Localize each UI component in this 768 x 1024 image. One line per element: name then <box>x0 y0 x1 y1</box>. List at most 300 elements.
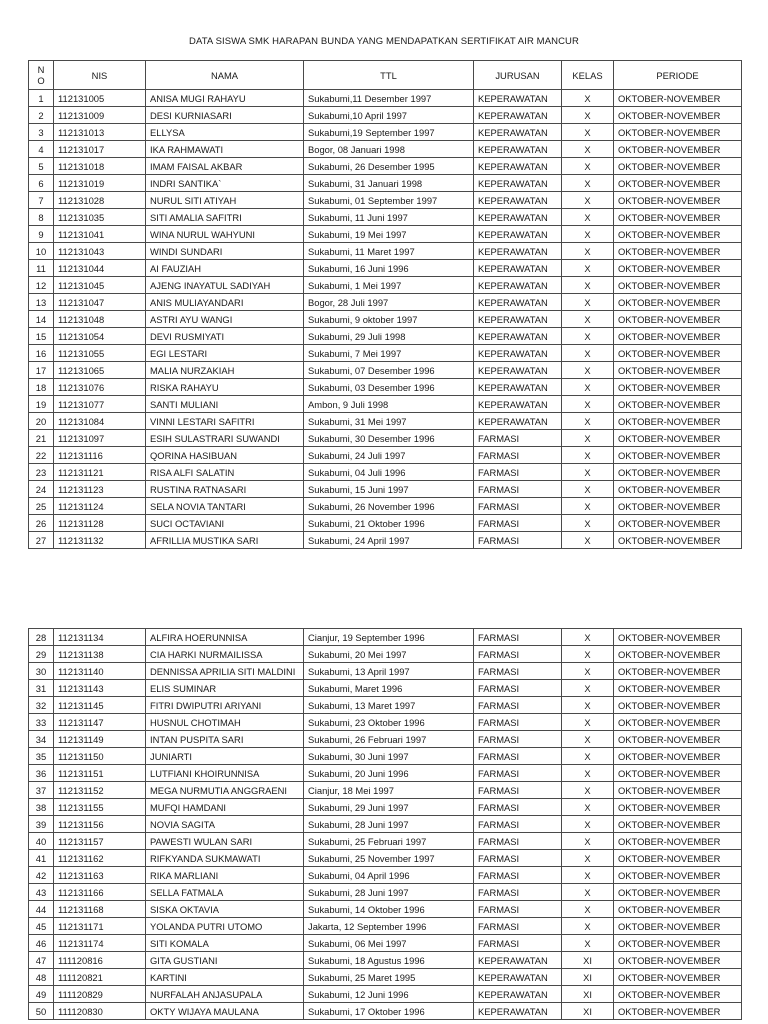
cell-ttl: Sukabumi,11 Desember 1997 <box>304 90 474 107</box>
cell-kelas: X <box>562 277 614 294</box>
cell-nis: 112131076 <box>54 379 146 396</box>
cell-ttl: Sukabumi, 31 Januari 1998 <box>304 175 474 192</box>
cell-no: 49 <box>29 986 54 1003</box>
cell-nama: INTAN PUSPITA SARI <box>146 731 304 748</box>
cell-nis: 112131155 <box>54 799 146 816</box>
cell-kelas: X <box>562 379 614 396</box>
table-row <box>29 799 742 816</box>
table-row <box>29 311 742 328</box>
cell-kelas: X <box>562 697 614 714</box>
cell-periode: OKTOBER-NOVEMBER <box>614 1003 742 1020</box>
header-nis: NIS <box>54 61 146 90</box>
cell-nis: 112131116 <box>54 447 146 464</box>
cell-ttl: Sukabumi, 07 Desember 1996 <box>304 362 474 379</box>
cell-no: 43 <box>29 884 54 901</box>
cell-nama: NURUL SITI ATIYAH <box>146 192 304 209</box>
cell-periode: OKTOBER-NOVEMBER <box>614 328 742 345</box>
cell-jurusan: KEPERAWATAN <box>474 209 562 226</box>
cell-ttl: Sukabumi, 18 Agustus 1996 <box>304 952 474 969</box>
cell-nama: DENNISSA APRILIA SITI MALDINI <box>146 663 304 680</box>
cell-kelas: X <box>562 515 614 532</box>
cell-nis: 112131168 <box>54 901 146 918</box>
cell-ttl: Sukabumi, 15 Juni 1997 <box>304 481 474 498</box>
cell-jurusan: KEPERAWATAN <box>474 345 562 362</box>
cell-nis: 112131149 <box>54 731 146 748</box>
cell-jurusan: KEPERAWATAN <box>474 226 562 243</box>
cell-ttl: Sukabumi, 20 Juni 1996 <box>304 765 474 782</box>
table-row <box>29 952 742 969</box>
header-ttl: TTL <box>304 61 474 90</box>
cell-ttl: Sukabumi,10 April 1997 <box>304 107 474 124</box>
cell-ttl: Sukabumi, 17 Oktober 1996 <box>304 1003 474 1020</box>
cell-ttl: Sukabumi, 13 Maret 1997 <box>304 697 474 714</box>
cell-periode: OKTOBER-NOVEMBER <box>614 243 742 260</box>
cell-nis: 112131174 <box>54 935 146 952</box>
table-row <box>29 680 742 697</box>
cell-no: 47 <box>29 952 54 969</box>
cell-nis: 111120821 <box>54 969 146 986</box>
cell-nama: ELLYSA <box>146 124 304 141</box>
cell-jurusan: KEPERAWATAN <box>474 413 562 430</box>
cell-nis: 112131084 <box>54 413 146 430</box>
cell-nama: IKA RAHMAWATI <box>146 141 304 158</box>
cell-nis: 112131047 <box>54 294 146 311</box>
cell-nis: 112131077 <box>54 396 146 413</box>
cell-jurusan: KEPERAWATAN <box>474 192 562 209</box>
cell-jurusan: KEPERAWATAN <box>474 396 562 413</box>
cell-nama: ASTRI AYU WANGI <box>146 311 304 328</box>
cell-kelas: X <box>562 192 614 209</box>
table-row <box>29 362 742 379</box>
cell-nis: 112131044 <box>54 260 146 277</box>
cell-no: 26 <box>29 515 54 532</box>
cell-jurusan: KEPERAWATAN <box>474 1003 562 1020</box>
table-row <box>29 731 742 748</box>
cell-jurusan: KEPERAWATAN <box>474 260 562 277</box>
cell-nis: 112131041 <box>54 226 146 243</box>
cell-kelas: X <box>562 141 614 158</box>
table-row <box>29 884 742 901</box>
cell-periode: OKTOBER-NOVEMBER <box>614 731 742 748</box>
cell-kelas: X <box>562 243 614 260</box>
cell-kelas: X <box>562 396 614 413</box>
cell-ttl: Sukabumi, 30 Desember 1996 <box>304 430 474 447</box>
cell-no: 41 <box>29 850 54 867</box>
cell-kelas: X <box>562 629 614 646</box>
cell-nama: ANISA MUGI RAHAYU <box>146 90 304 107</box>
cell-nama: KARTINI <box>146 969 304 986</box>
table-body-page-2 <box>29 629 742 1020</box>
cell-ttl: Sukabumi, 01 September 1997 <box>304 192 474 209</box>
cell-ttl: Sukabumi, 11 Juni 1997 <box>304 209 474 226</box>
cell-jurusan: KEPERAWATAN <box>474 90 562 107</box>
cell-jurusan: FARMASI <box>474 765 562 782</box>
cell-ttl: Sukabumi, 14 Oktober 1996 <box>304 901 474 918</box>
cell-ttl: Sukabumi, 12 Juni 1996 <box>304 986 474 1003</box>
cell-nama: SUCI OCTAVIANI <box>146 515 304 532</box>
cell-kelas: X <box>562 884 614 901</box>
header-no <box>29 61 54 90</box>
cell-ttl: Sukabumi, 1 Mei 1997 <box>304 277 474 294</box>
table-row <box>29 867 742 884</box>
cell-no: 10 <box>29 243 54 260</box>
cell-no: 38 <box>29 799 54 816</box>
cell-kelas: X <box>562 209 614 226</box>
cell-periode: OKTOBER-NOVEMBER <box>614 175 742 192</box>
cell-nama: AFRILLIA MUSTIKA SARI <box>146 532 304 549</box>
cell-jurusan: KEPERAWATAN <box>474 175 562 192</box>
cell-nama: SELLA FATMALA <box>146 884 304 901</box>
cell-periode: OKTOBER-NOVEMBER <box>614 714 742 731</box>
cell-nis: 112131013 <box>54 124 146 141</box>
cell-ttl: Bogor, 28 Juli 1997 <box>304 294 474 311</box>
cell-nis: 112131045 <box>54 277 146 294</box>
cell-jurusan: KEPERAWATAN <box>474 986 562 1003</box>
cell-nis: 112131140 <box>54 663 146 680</box>
cell-nama: DESI KURNIASARI <box>146 107 304 124</box>
cell-kelas: X <box>562 850 614 867</box>
cell-periode: OKTOBER-NOVEMBER <box>614 884 742 901</box>
cell-kelas: X <box>562 260 614 277</box>
table-row <box>29 141 742 158</box>
cell-jurusan: FARMASI <box>474 464 562 481</box>
table-row <box>29 748 742 765</box>
cell-jurusan: FARMASI <box>474 646 562 663</box>
cell-kelas: X <box>562 328 614 345</box>
cell-no: 32 <box>29 697 54 714</box>
cell-kelas: X <box>562 901 614 918</box>
cell-no: 15 <box>29 328 54 345</box>
cell-nis: 112131166 <box>54 884 146 901</box>
cell-ttl: Sukabumi, 06 Mei 1997 <box>304 935 474 952</box>
cell-nis: 112131151 <box>54 765 146 782</box>
cell-nis: 112131171 <box>54 918 146 935</box>
cell-nis: 112131123 <box>54 481 146 498</box>
table-row <box>29 646 742 663</box>
cell-periode: OKTOBER-NOVEMBER <box>614 850 742 867</box>
cell-jurusan: FARMASI <box>474 748 562 765</box>
cell-ttl: Sukabumi, 16 Juni 1996 <box>304 260 474 277</box>
cell-periode: OKTOBER-NOVEMBER <box>614 680 742 697</box>
cell-nama: YOLANDA PUTRI UTOMO <box>146 918 304 935</box>
cell-no: 17 <box>29 362 54 379</box>
cell-ttl: Sukabumi, 21 Oktober 1996 <box>304 515 474 532</box>
table-row <box>29 532 742 549</box>
table-row <box>29 107 742 124</box>
cell-nama: RIKA MARLIANI <box>146 867 304 884</box>
cell-ttl: Sukabumi, 23 Oktober 1996 <box>304 714 474 731</box>
cell-kelas: X <box>562 532 614 549</box>
cell-nis: 112131163 <box>54 867 146 884</box>
table-row <box>29 447 742 464</box>
cell-periode: OKTOBER-NOVEMBER <box>614 969 742 986</box>
cell-no: 2 <box>29 107 54 124</box>
cell-nis: 112131147 <box>54 714 146 731</box>
cell-nama: AJENG INAYATUL SADIYAH <box>146 277 304 294</box>
cell-no: 42 <box>29 867 54 884</box>
cell-kelas: X <box>562 816 614 833</box>
cell-nis: 112131157 <box>54 833 146 850</box>
cell-nama: ALFIRA HOERUNNISA <box>146 629 304 646</box>
cell-nis: 112131065 <box>54 362 146 379</box>
cell-nama: MEGA NURMUTIA ANGGRAENI <box>146 782 304 799</box>
cell-nama: GITA GUSTIANI <box>146 952 304 969</box>
table-body-page-1 <box>29 90 742 549</box>
cell-kelas: X <box>562 311 614 328</box>
cell-no: 39 <box>29 816 54 833</box>
cell-nis: 112131128 <box>54 515 146 532</box>
cell-nama: LUTFIANI KHOIRUNNISA <box>146 765 304 782</box>
cell-ttl: Sukabumi, 30 Juni 1997 <box>304 748 474 765</box>
cell-nama: NURFALAH ANJASUPALA <box>146 986 304 1003</box>
cell-kelas: X <box>562 430 614 447</box>
cell-no: 35 <box>29 748 54 765</box>
cell-nis: 112131005 <box>54 90 146 107</box>
cell-nama: AI FAUZIAH <box>146 260 304 277</box>
table-row <box>29 328 742 345</box>
cell-nis: 112131048 <box>54 311 146 328</box>
cell-ttl: Sukabumi, 29 Juni 1997 <box>304 799 474 816</box>
cell-periode: OKTOBER-NOVEMBER <box>614 277 742 294</box>
cell-ttl: Sukabumi, 9 oktober 1997 <box>304 311 474 328</box>
cell-nama: ANIS MULIAYANDARI <box>146 294 304 311</box>
table-row <box>29 935 742 952</box>
cell-nis: 112131009 <box>54 107 146 124</box>
table-row <box>29 782 742 799</box>
cell-nis: 112131152 <box>54 782 146 799</box>
cell-periode: OKTOBER-NOVEMBER <box>614 867 742 884</box>
cell-ttl: Sukabumi, 26 Desember 1995 <box>304 158 474 175</box>
cell-nis: 112131145 <box>54 697 146 714</box>
cell-nama: SITI KOMALA <box>146 935 304 952</box>
cell-nis: 112131017 <box>54 141 146 158</box>
cell-kelas: X <box>562 294 614 311</box>
cell-jurusan: FARMASI <box>474 532 562 549</box>
cell-nama: MUFQI HAMDANI <box>146 799 304 816</box>
table-row <box>29 413 742 430</box>
cell-periode: OKTOBER-NOVEMBER <box>614 697 742 714</box>
cell-kelas: X <box>562 935 614 952</box>
cell-periode: OKTOBER-NOVEMBER <box>614 362 742 379</box>
cell-nama: EGI LESTARI <box>146 345 304 362</box>
cell-ttl: Jakarta, 12 September 1996 <box>304 918 474 935</box>
cell-jurusan: FARMASI <box>474 498 562 515</box>
cell-kelas: X <box>562 646 614 663</box>
cell-ttl: Sukabumi, 31 Mei 1997 <box>304 413 474 430</box>
cell-nis: 112131054 <box>54 328 146 345</box>
cell-no: 12 <box>29 277 54 294</box>
cell-periode: OKTOBER-NOVEMBER <box>614 935 742 952</box>
cell-kelas: X <box>562 833 614 850</box>
cell-ttl: Sukabumi, 04 April 1996 <box>304 867 474 884</box>
cell-kelas: X <box>562 680 614 697</box>
cell-nis: 112131156 <box>54 816 146 833</box>
cell-periode: OKTOBER-NOVEMBER <box>614 799 742 816</box>
table-row <box>29 714 742 731</box>
table-row <box>29 277 742 294</box>
cell-no: 44 <box>29 901 54 918</box>
table-row <box>29 697 742 714</box>
cell-jurusan: FARMASI <box>474 714 562 731</box>
cell-ttl: Sukabumi, 03 Desember 1996 <box>304 379 474 396</box>
cell-periode: OKTOBER-NOVEMBER <box>614 782 742 799</box>
cell-jurusan: FARMASI <box>474 850 562 867</box>
cell-jurusan: KEPERAWATAN <box>474 362 562 379</box>
table-row <box>29 345 742 362</box>
document-title: DATA SISWA SMK HARAPAN BUNDA YANG MENDAPATKAN SERTIFIKAT AIR MANCUR <box>189 36 579 47</box>
table-row <box>29 629 742 646</box>
cell-jurusan: FARMASI <box>474 782 562 799</box>
table-row <box>29 294 742 311</box>
cell-nis: 112131121 <box>54 464 146 481</box>
table-row <box>29 1003 742 1020</box>
cell-ttl: Sukabumi, 26 November 1996 <box>304 498 474 515</box>
cell-kelas: X <box>562 413 614 430</box>
cell-periode: OKTOBER-NOVEMBER <box>614 413 742 430</box>
cell-kelas: X <box>562 345 614 362</box>
table-row <box>29 192 742 209</box>
cell-periode: OKTOBER-NOVEMBER <box>614 311 742 328</box>
cell-no: 9 <box>29 226 54 243</box>
cell-no: 40 <box>29 833 54 850</box>
cell-no: 46 <box>29 935 54 952</box>
cell-ttl: Cianjur, 19 September 1996 <box>304 629 474 646</box>
cell-ttl: Sukabumi, 13 April 1997 <box>304 663 474 680</box>
cell-periode: OKTOBER-NOVEMBER <box>614 646 742 663</box>
cell-jurusan: FARMASI <box>474 430 562 447</box>
cell-kelas: X <box>562 124 614 141</box>
cell-jurusan: KEPERAWATAN <box>474 379 562 396</box>
cell-nama: VINNI LESTARI SAFITRI <box>146 413 304 430</box>
cell-periode: OKTOBER-NOVEMBER <box>614 986 742 1003</box>
cell-kelas: X <box>562 782 614 799</box>
cell-kelas: X <box>562 663 614 680</box>
cell-periode: OKTOBER-NOVEMBER <box>614 515 742 532</box>
cell-no: 8 <box>29 209 54 226</box>
cell-no: 1 <box>29 90 54 107</box>
cell-kelas: X <box>562 107 614 124</box>
cell-nis: 111120830 <box>54 1003 146 1020</box>
cell-no: 50 <box>29 1003 54 1020</box>
table-header-row <box>29 61 742 90</box>
cell-no: 27 <box>29 532 54 549</box>
cell-nama: RISA ALFI SALATIN <box>146 464 304 481</box>
cell-no: 6 <box>29 175 54 192</box>
cell-no: 14 <box>29 311 54 328</box>
cell-jurusan: FARMASI <box>474 799 562 816</box>
table-row <box>29 209 742 226</box>
cell-nama: RISKA RAHAYU <box>146 379 304 396</box>
cell-nama: MALIA NURZAKIAH <box>146 362 304 379</box>
cell-nis: 112131019 <box>54 175 146 192</box>
cell-periode: OKTOBER-NOVEMBER <box>614 629 742 646</box>
cell-jurusan: FARMASI <box>474 884 562 901</box>
student-table-page-1 <box>28 60 742 549</box>
table-row <box>29 918 742 935</box>
cell-jurusan: FARMASI <box>474 935 562 952</box>
cell-jurusan: KEPERAWATAN <box>474 294 562 311</box>
header-jurusan: JURUSAN <box>474 61 562 90</box>
cell-periode: OKTOBER-NOVEMBER <box>614 447 742 464</box>
cell-jurusan: FARMASI <box>474 918 562 935</box>
cell-nama: WINDI SUNDARI <box>146 243 304 260</box>
cell-nis: 112131028 <box>54 192 146 209</box>
cell-no: 33 <box>29 714 54 731</box>
cell-kelas: X <box>562 90 614 107</box>
cell-nis: 112131124 <box>54 498 146 515</box>
cell-nis: 112131134 <box>54 629 146 646</box>
cell-ttl: Sukabumi, 25 Februari 1997 <box>304 833 474 850</box>
cell-periode: OKTOBER-NOVEMBER <box>614 901 742 918</box>
table-row <box>29 430 742 447</box>
cell-kelas: X <box>562 464 614 481</box>
cell-ttl: Cianjur, 18 Mei 1997 <box>304 782 474 799</box>
cell-ttl: Sukabumi, 28 Juni 1997 <box>304 884 474 901</box>
cell-nama: PAWESTI WULAN SARI <box>146 833 304 850</box>
cell-kelas: X <box>562 498 614 515</box>
cell-no: 13 <box>29 294 54 311</box>
cell-no: 24 <box>29 481 54 498</box>
cell-nama: ELIS SUMINAR <box>146 680 304 697</box>
cell-nama: QORINA HASIBUAN <box>146 447 304 464</box>
cell-no: 28 <box>29 629 54 646</box>
cell-kelas: X <box>562 362 614 379</box>
cell-nama: CIA HARKI NURMAILISSA <box>146 646 304 663</box>
table-row <box>29 379 742 396</box>
header-kelas: KELAS <box>562 61 614 90</box>
cell-ttl: Sukabumi, 24 April 1997 <box>304 532 474 549</box>
cell-nama: HUSNUL CHOTIMAH <box>146 714 304 731</box>
cell-nama: INDRI SANTIKA` <box>146 175 304 192</box>
cell-nis: 112131097 <box>54 430 146 447</box>
cell-periode: OKTOBER-NOVEMBER <box>614 833 742 850</box>
cell-jurusan: KEPERAWATAN <box>474 277 562 294</box>
table-row <box>29 243 742 260</box>
cell-jurusan: KEPERAWATAN <box>474 158 562 175</box>
cell-jurusan: FARMASI <box>474 680 562 697</box>
cell-nama: SANTI MULIANI <box>146 396 304 413</box>
cell-nama: RUSTINA RATNASARI <box>146 481 304 498</box>
header-nama: NAMA <box>146 61 304 90</box>
cell-periode: OKTOBER-NOVEMBER <box>614 765 742 782</box>
cell-periode: OKTOBER-NOVEMBER <box>614 748 742 765</box>
cell-ttl: Sukabumi, Maret 1996 <box>304 680 474 697</box>
cell-nis: 112131143 <box>54 680 146 697</box>
cell-jurusan: FARMASI <box>474 833 562 850</box>
cell-ttl: Sukabumi, 04 Juli 1996 <box>304 464 474 481</box>
cell-kelas: X <box>562 481 614 498</box>
cell-jurusan: FARMASI <box>474 663 562 680</box>
cell-no: 45 <box>29 918 54 935</box>
table-row <box>29 765 742 782</box>
cell-periode: OKTOBER-NOVEMBER <box>614 952 742 969</box>
cell-no: 29 <box>29 646 54 663</box>
cell-nama: RIFKYANDA SUKMAWATI <box>146 850 304 867</box>
cell-nama: IMAM FAISAL AKBAR <box>146 158 304 175</box>
cell-jurusan: FARMASI <box>474 697 562 714</box>
cell-nis: 112131150 <box>54 748 146 765</box>
cell-jurusan: KEPERAWATAN <box>474 328 562 345</box>
cell-nama: WINA NURUL WAHYUNI <box>146 226 304 243</box>
cell-no: 4 <box>29 141 54 158</box>
cell-periode: OKTOBER-NOVEMBER <box>614 192 742 209</box>
cell-ttl: Sukabumi, 7 Mei 1997 <box>304 345 474 362</box>
cell-kelas: X <box>562 748 614 765</box>
cell-ttl: Sukabumi, 20 Mei 1997 <box>304 646 474 663</box>
cell-jurusan: FARMASI <box>474 901 562 918</box>
cell-jurusan: FARMASI <box>474 481 562 498</box>
cell-no: 21 <box>29 430 54 447</box>
